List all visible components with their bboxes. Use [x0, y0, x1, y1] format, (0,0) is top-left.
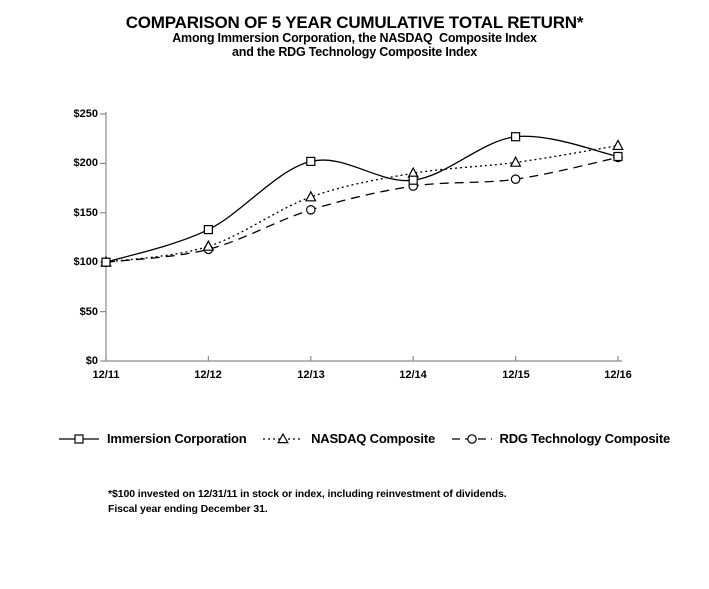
legend-marker-dotted-triangle-icon [262, 433, 304, 445]
legend-item-immersion [58, 431, 247, 446]
legend-item-nasdaq [262, 431, 435, 446]
y-tick-label-0: $0 [85, 355, 98, 367]
chart-footnote [108, 487, 507, 517]
x-tick-label-1212: 12/12 [194, 369, 222, 381]
legend-marker-dashed-circle-icon [451, 433, 493, 445]
chart-subtitle-line2: and the RDG Technology Composite Index [232, 45, 477, 59]
footnote-line1: *$100 invested on 12/31/11 in stock or index, including reinvestment of dividends. [108, 488, 507, 500]
y-tick-label-150: $150 [73, 207, 98, 219]
legend-label-rdg: RDG Technology Composite [499, 431, 670, 446]
y-tick-label-250: $250 [73, 108, 98, 120]
legend-item-rdg [451, 431, 670, 446]
legend-marker-solid-square-icon [58, 433, 100, 445]
x-tick-label-1216: 12/16 [604, 369, 632, 381]
y-tick-label-200: $200 [73, 157, 98, 169]
legend-label-immersion: Immersion Corporation [107, 431, 247, 446]
chart-title: COMPARISON OF 5 YEAR CUMULATIVE TOTAL RETURN* [125, 13, 584, 32]
y-tick-label-100: $100 [73, 256, 98, 268]
footnote-line2: Fiscal year ending December 31. [108, 503, 268, 515]
x-tick-label-1211: 12/11 [92, 369, 120, 381]
legend-label-nasdaq: NASDAQ Composite [311, 431, 435, 446]
x-tick-label-1214: 12/14 [399, 369, 427, 381]
y-tick-label-50: $50 [79, 306, 98, 318]
chart-legend [58, 431, 670, 446]
x-tick-label-1215: 12/15 [502, 369, 530, 381]
chart-subtitle-line1: Among Immersion Corporation, the NASDAQ Composite Index [172, 31, 537, 45]
x-tick-label-1213: 12/13 [297, 369, 325, 381]
